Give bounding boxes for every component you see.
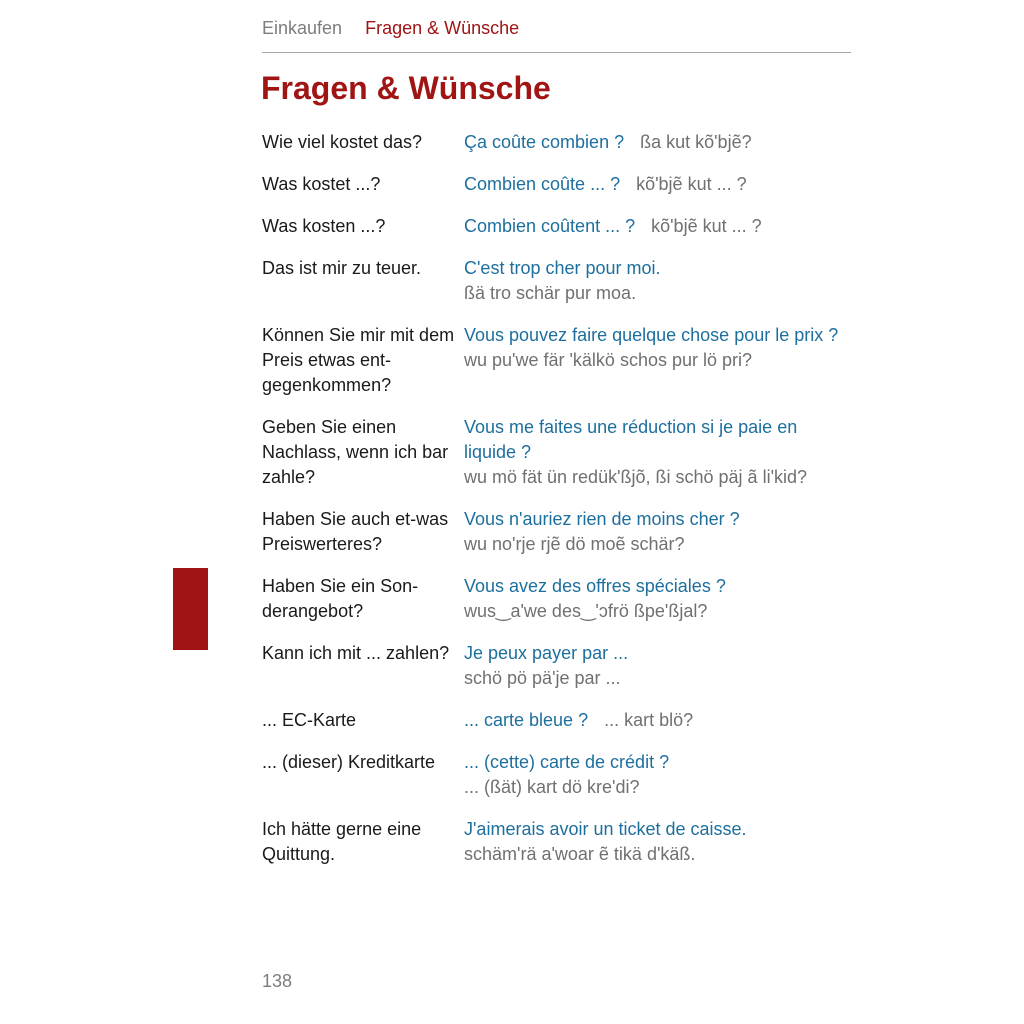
breadcrumb (262, 16, 851, 53)
translation-block (464, 256, 842, 306)
pronunciation: kõ'bjẽ kut ... ? (636, 174, 747, 194)
french-phrase: ... carte bleue ? (464, 710, 589, 730)
german-phrase: ... (dieser) Kreditkarte (262, 752, 436, 772)
chapter-tab-marker (173, 568, 208, 650)
french-phrase: C'est trop cher pour moi. (464, 258, 661, 278)
german-phrase: Kann ich mit ... zahlen? (262, 643, 450, 663)
french-phrase: Vous me faites une réduction si je paie en liquide ? (464, 417, 798, 462)
german-phrase: Haben Sie auch et-was Preiswerteres? (262, 509, 449, 554)
french-phrase: Vous avez des offres spéciales ? (464, 576, 726, 596)
translation-block (464, 415, 842, 490)
phrase-row (262, 415, 842, 490)
german-phrase: Wie viel kostet das? (262, 132, 423, 152)
phrase-row (262, 256, 842, 306)
phrase-row (262, 817, 842, 867)
german-phrase: Geben Sie einen Nachlass, wenn ich bar zahle? (262, 417, 449, 487)
phrase-row (262, 130, 842, 155)
translation-block (464, 323, 842, 373)
translation-block (464, 574, 842, 624)
french-phrase: Vous pouvez faire quelque chose pour le prix ? (464, 325, 839, 345)
translation-block (464, 750, 842, 800)
pronunciation: wus‿a'we des‿'ɔfrö ßpe'ßjal? (464, 601, 708, 621)
german-phrase: Was kosten ...? (262, 216, 386, 236)
german-phrase: Was kostet ...? (262, 174, 381, 194)
translation-block (464, 708, 842, 733)
page-number: 138 (262, 971, 293, 991)
french-phrase: Je peux payer par ... (464, 643, 629, 663)
phrase-list (262, 130, 842, 884)
translation-block (464, 641, 842, 691)
phrase-row (262, 750, 842, 800)
pronunciation: kõ'bjẽ kut ... ? (651, 216, 762, 236)
pronunciation: schäm'rä a'woar ẽ tikä d'käß. (464, 844, 696, 864)
pronunciation: wu no'rje rjẽ dö moẽ schär? (464, 534, 685, 554)
french-phrase: Ça coûte combien ? (464, 132, 625, 152)
phrase-row (262, 214, 842, 239)
translation-block (464, 214, 842, 239)
german-phrase: ... EC-Karte (262, 710, 357, 730)
phrase-row (262, 641, 842, 691)
translation-block (464, 507, 842, 557)
french-phrase: Combien coûtent ... ? (464, 216, 636, 236)
german-phrase: Haben Sie ein Son-derangebot? (262, 576, 419, 621)
phrase-row (262, 574, 842, 624)
breadcrumb-current: Fragen & Wünsche (365, 18, 520, 38)
phrase-row (262, 323, 842, 398)
page-title: Fragen & Wünsche (261, 70, 551, 106)
translation-block (464, 817, 842, 867)
pronunciation: wu mö fät ün redük'ßjõ, ßi schö päj ã li'kid? (464, 467, 808, 487)
breadcrumb-section: Einkaufen (262, 18, 343, 38)
phrase-row (262, 172, 842, 197)
pronunciation: ßa kut kõ'bjẽ? (640, 132, 752, 152)
pronunciation: wu pu'we fär 'kälkö schos pur lö pri? (464, 350, 753, 370)
french-phrase: Vous n'auriez rien de moins cher ? (464, 509, 740, 529)
pronunciation: schö pö pä'je par ... (464, 668, 621, 688)
german-phrase: Können Sie mir mit dem Preis etwas ent-gegenkommen? (262, 325, 455, 395)
french-phrase: J'aimerais avoir un ticket de caisse. (464, 819, 747, 839)
german-phrase: Das ist mir zu teuer. (262, 258, 422, 278)
pronunciation: ßä tro schär pur moa. (464, 283, 637, 303)
french-phrase: ... (cette) carte de crédit ? (464, 752, 670, 772)
phrase-row (262, 708, 842, 733)
translation-block (464, 172, 842, 197)
french-phrase: Combien coûte ... ? (464, 174, 621, 194)
german-phrase: Ich hätte gerne eine Quittung. (262, 819, 422, 864)
pronunciation: ... (ßät) kart dö kre'di? (464, 777, 640, 797)
phrase-row (262, 507, 842, 557)
pronunciation: ... kart blö? (604, 710, 694, 730)
translation-block (464, 130, 842, 155)
